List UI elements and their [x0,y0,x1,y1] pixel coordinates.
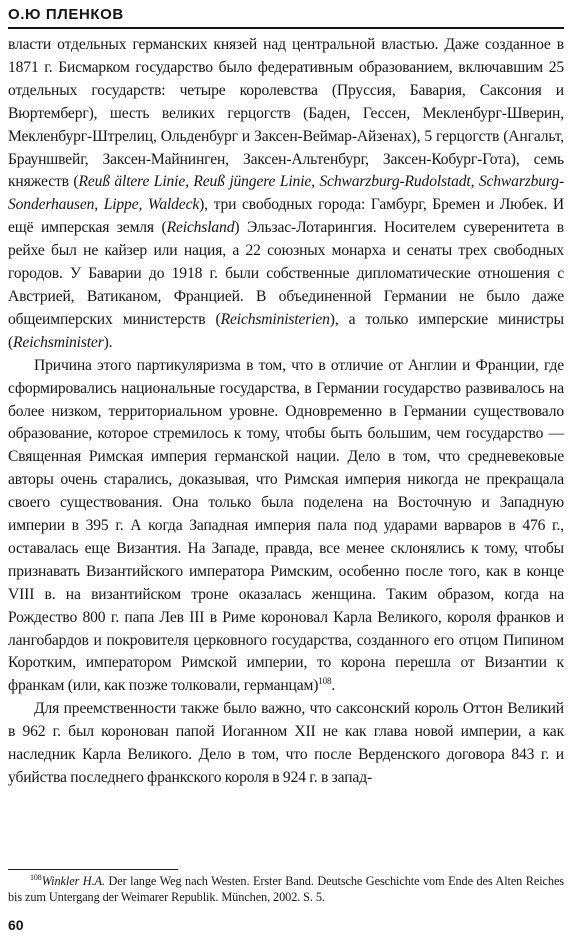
paragraph [8,355,564,699]
text-run: ). [103,333,113,351]
text-run: ) Эльзас-Лотарингия. Носителем суверенитета в рейхе был не кайзер или нация, а 22 союзных монарха и сенаты трех свободных городов. У Баварии до 1918 г. были собственные дипломатические отношения с Австрией, Ватиканом, Францией. В объединенной Германии не было даже общеимперских министерств ( [8,219,564,328]
text-run: . [331,677,336,695]
footnote-author: Winkler H.A. [41,874,105,888]
running-head: О.Ю ПЛЕНКОВ [8,6,124,23]
text-run: ), три свободных города: Гамбург, Бремен и Любек. И ещё имперская земля ( [8,196,565,237]
page-number: 60 [8,917,24,933]
paragraph [8,34,564,355]
footnote-text: Der lange Weg nach Westen. Erster Band. Deutsche Geschichte vom Ende des Alten Reiches bis zum Untergang der Weimarer Republik. München, 2002. S. 5. [8,874,564,904]
footnote [8,874,564,905]
footnote-rule [8,869,178,870]
text-run: Причина этого партикуляризма в том, что в отличие от Англии и Франции, где сформировались национальные государства, в Германии государство развивалось на более низком, территориальном уровне. Одновременно в Германии существовало образование, которое стремилось к тому, чтобы быть большим, чем государство — Священная Римская империя германской нации. Дело в том, что средневековые авторы очень старались, доказывая, что Римская империя никогда не прекращала своего существования. Она только была поделена на Восточную и Западную империи в 395 г. А когда Западная империя пала под ударами варваров в 476 г., оставалась еще Византия. На Западе, правда, все менее склонялись к тому, чтобы признавать Византийского императора Римским, особенно после того, как в конце VIII в. на византийском троне оказалась женщина. Таким образом, когда на Рождество 800 г. папа Лев III в Риме короновал Карла Великого, короля франков и лангобардов и покровителя церковного государства, созданного его отцом Пипином Коротким, императором Римской империи, то корона перешла от Византии к франкам (или, как позже толковали, германцам) [8,356,564,695]
italic-text: Reichsminister [13,333,104,351]
text-run: ), а только имперские министры ( [8,310,564,351]
paragraph [8,698,564,790]
italic-text: Reichsland [166,219,235,237]
header-rule [8,27,564,29]
footnote-number: 108 [30,872,42,882]
italic-text: Reichsministerien [220,310,330,328]
italic-text: Reuß ältere Linie, Reuß jüngere Linie, Schwarzburg-Rudolstadt, Schwarzburg-Sonderhausen, Lippe, Waldeck [8,173,564,214]
text-run: власти отдельных германских князей над центральной властью. Даже созданное в 1871 г. Бисмарком государство было федеративным образованием, включавшим 25 отдельных государств: четыре королевства (Пруссия, Бавария, Саксония и Вюртемберг), шесть великих герцогств (Баден, Гессен, Мекленбург-Шверин, Мекленбург-Штрелиц, Ольденбург и Заксен-Веймар-Айзенах), 5 герцогств (Ангальт, Брауншвейг, Заксен-Майнинген, Заксен-Альтенбург, Заксен-Кобург-Гота), семь княжеств ( [8,36,564,191]
body-text [8,34,564,790]
footnote-reference: 108 [318,676,332,687]
text-run: Для преемственности также было важно, что саксонский король Оттон Великий в 962 г. был коронован папой Иоганном XII не как глава новой империи, а как наследник Карла Великого. Дело в том, что после Верденского договора 843 г. и убийства последнего франкского короля в 924 г. в запад- [8,700,564,786]
